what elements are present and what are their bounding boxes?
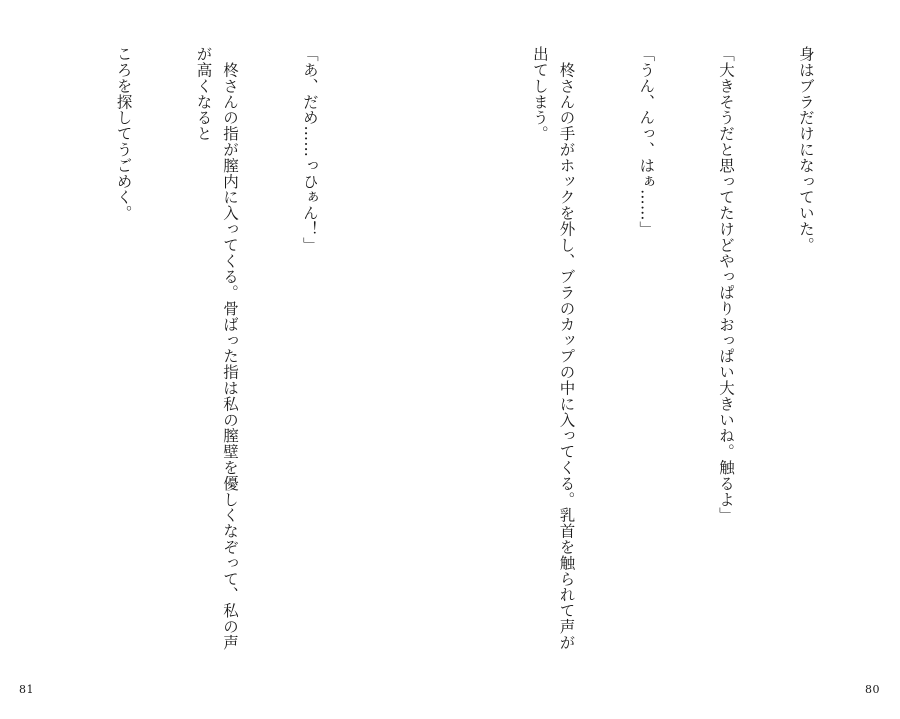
text-line: ころを探してうごめく。	[114, 46, 133, 221]
page-number-left: 81	[19, 683, 34, 696]
text-line: 「あ、だめ……っひぁん！」	[300, 46, 319, 253]
left-page-body-text	[61, 46, 376, 666]
text-line: 身はブラだけになっていた。	[796, 46, 815, 253]
text-line: 「うん、んっ、はぁ……」	[637, 46, 656, 237]
right-page	[450, 0, 900, 719]
page-number-right: 80	[865, 683, 880, 696]
text-line: 柊さんの手がホックを外し、ブラのカップの中に入ってくる。乳首を触られて声が出てしまう。	[530, 46, 576, 651]
text-line: 柊さんの指が膣内に入ってくる。骨ばった指は私の膣壁を優しくなぞって、私の声が高くなると	[194, 46, 240, 651]
text-line: 「大きそうだと思ってたけどやっぱりおっぱい大きいね。触るよ」	[717, 46, 736, 523]
right-page-body-text	[500, 46, 872, 666]
